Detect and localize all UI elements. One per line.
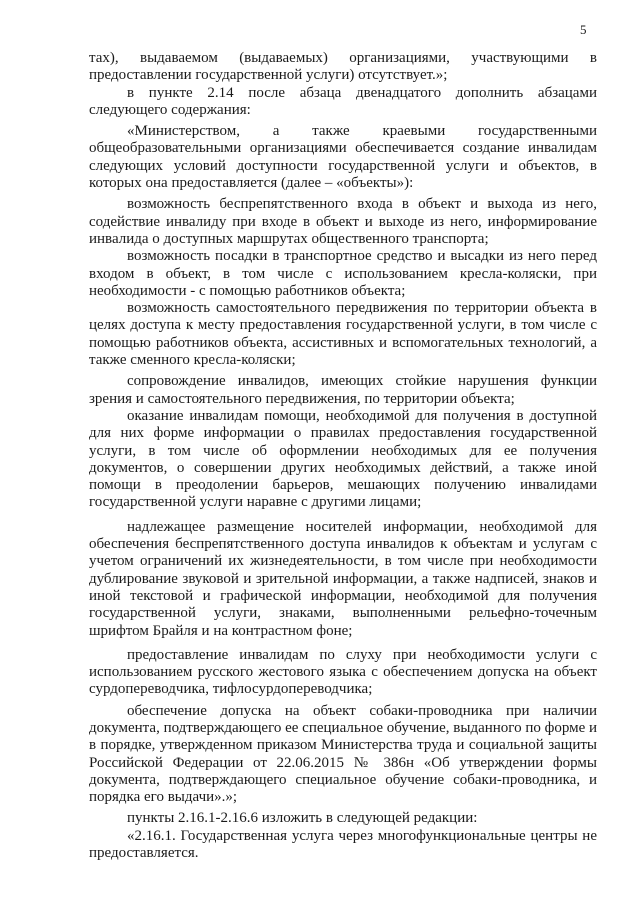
paragraph-assistance: оказание инвалидам помощи, необходимой для получения в доступной для них форме информации о правилах предоставления государственной услуги, в том числе об оформлении необходимых для ее получения документов, о совершении других необходимых действий, а также иной помощи в преодолении барьеров, мешающих получению инвалидами государственной услуги наравне с другими лицами; [89,407,597,511]
paragraph-guide-dog: обеспечение допуска на объект собаки-проводника при наличии документа, подтверждающего ее специальное обучение, выданного по форме и в порядке, утвержденном приказом Министерства труда и социальной защиты Российской Федерации от 22.06.2015 № 386н «Об утверждении формы документа, подтверждающего специальное обучение собаки-проводника, и порядка его выдачи».»; [89,702,598,806]
paragraph-escort: сопровождение инвалидов, имеющих стойкие нарушения функции зрения и самостоятельного передвижения, по территории объекта; [89,373,597,407]
page-number: 5 [580,22,587,37]
paragraph-entry-exit: возможность беспрепятственного входа в объект и выхода из него, содействие инвалиду при входе в объект и выходе из него, информирование инвалида о доступных маршрутах общественного транспорта; [89,196,597,247]
paragraph-movement: возможность самостоятельного передвижения по территории объекта в целях доступа к месту предоставления государственной услуги, в том числе с помощью работников объекта, ассистивных и вспомогательных технологий, а также сменного кресла-коляски; [89,300,597,369]
paragraph-amendment-2-14: в пункте 2.14 после абзаца двенадцатого дополнить абзацами следующего содержания: [89,84,597,118]
paragraph-information-carriers: надлежащее размещение носителей информации, необходимой для обеспечения беспрепятственного доступа инвалидов к объектам и услугам с учетом ограничений их жизнедеятельности, в том числе при необходимости дублирование звуковой и зрительной информации, а также надписей, знаков и иной текстовой и графической информации, необходимой для получения государственной услуги, знаками, выполненными рельефно-точечным шрифтом Брайля и на контрастном фоне; [89,518,597,639]
paragraph-conditions-intro: «Министерством, а также краевыми государственными общеобразовательными организациями обеспечивается создание инвалидам следующих условий доступности государственной услуги и объектов, в которых она предоставляется (далее – «объекты»): [89,123,597,192]
paragraph-continuation: тах), выдаваемом (выдаваемых) организациями, участвующими в предоставлении государственной услуги) отсутствует.»; [89,50,597,84]
paragraph-sign-language: предоставление инвалидам по слуху при необходимости услуги с использованием русского жестового языка с обеспечением допуска на объект сурдопереводчика, тифлосурдопереводчика; [89,646,597,698]
paragraph-items-2-16: пункты 2.16.1-2.16.6 изложить в следующей редакции: [127,810,478,827]
paragraph-2-16-1: «2.16.1. Государственная услуга через многофункциональные центры не предоставляется. [89,827,597,862]
document-body [89,50,597,862]
paragraph-transport: возможность посадки в транспортное средство и высадки из него перед входом в объект, в том числе с использованием кресла-коляски, при необходимости - с помощью работников объекта; [89,248,597,299]
